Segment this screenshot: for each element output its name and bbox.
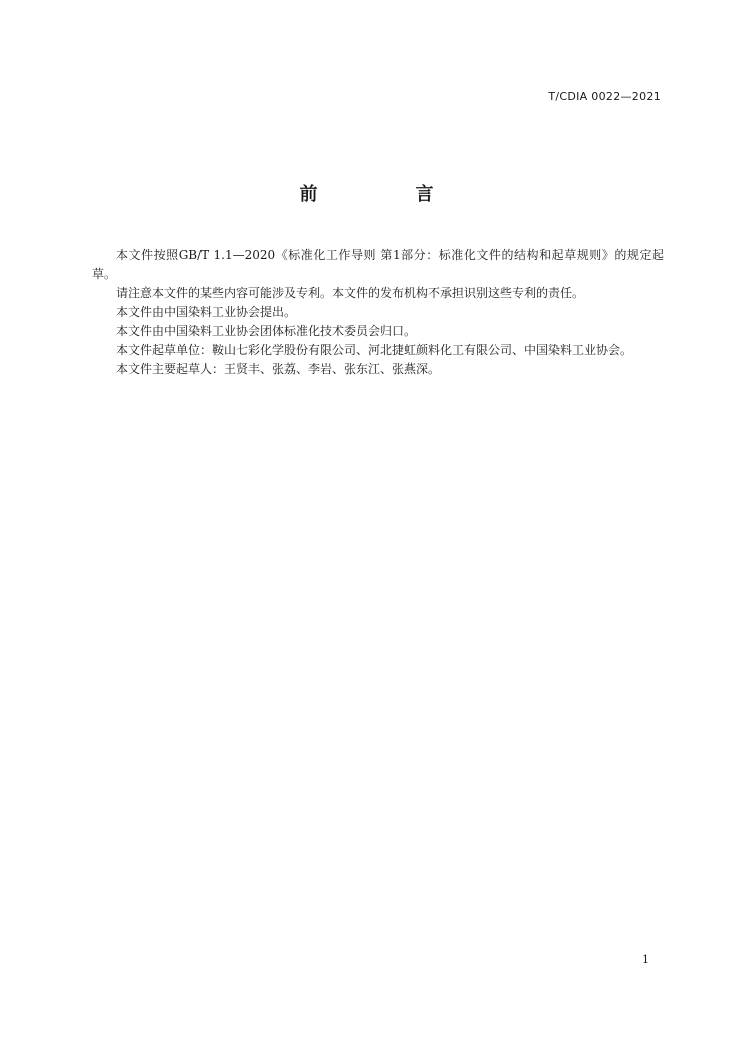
page-number: 1 [642,953,649,966]
document-code: T/CDIA 0022—2021 [548,90,661,103]
paragraph-proposer: 本文件由中国染料工业协会提出。 [116,305,297,319]
paragraph-drafters: 本文件主要起草人：王贤丰、张荔、李岩、张东江、张燕深。 [116,362,441,376]
paragraph-drafting-units: 本文件起草单位：鞍山七彩化学股份有限公司、河北捷虹颜料化工有限公司、中国染料工业协会。 [116,343,633,357]
foreword-body [92,246,664,379]
paragraph-patent-notice: 请注意本文件的某些内容可能涉及专利。本文件的发布机构不承担识别这些专利的责任。 [116,286,585,300]
page-title: 前 言 [299,184,474,205]
paragraph-drafting-rules: 本文件按照GB/T 1.1—2020《标准化工作导则 第1部分：标准化文件的结构和起草规则》的规定起草。 [92,248,664,281]
paragraph-committee: 本文件由中国染料工业协会团体标准化技术委员会归口。 [116,324,417,338]
